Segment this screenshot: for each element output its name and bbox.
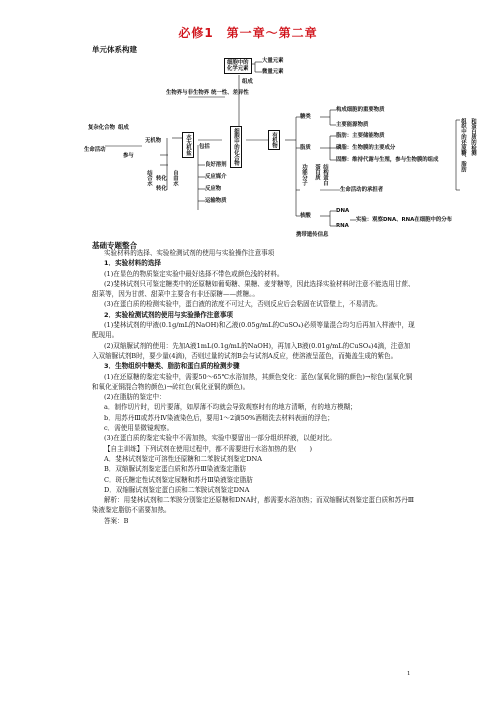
label-unity-diversity: 生物界与非生物界 统一性、差异性 bbox=[166, 90, 249, 96]
paragraph: (3)在蛋白质的鉴定实验中不需加热，实验中要留出一部分组织样液，以便对比。 bbox=[104, 434, 336, 443]
paragraph: (1)在还原糖的鉴定实验中，需要50～65℃水浴加热，其颜色变化：蓝色(氢氧化铜的颜色)→棕色(氢氧化铜和氧化亚铜混合物的颜色)→砖红色(氧化亚铜的颜色)。 bbox=[92, 372, 413, 391]
option-b: B．双缩脲试剂鉴定蛋白质和苏丹Ⅲ染液鉴定脂肪 bbox=[104, 465, 247, 474]
node-chem-elements-group bbox=[224, 58, 252, 74]
paragraph: 2．实验检测试剂的使用与实验操作注意事项 bbox=[104, 310, 233, 319]
paragraph: (2)双缩脲试剂的使用：先加A液1mL(0.1g/mL的NaOH)，再加入B液(0.01g/mL的CuSO₄)4滴，注意加入双缩脲试剂B时，要少量(4滴)，否则过量的试剂B会与试剂A反应，使溶液呈蓝色，而掩盖生成的紫色。 bbox=[92, 341, 411, 360]
body-text bbox=[92, 248, 416, 526]
label-reaction-medium: 反应媒介 bbox=[205, 174, 227, 180]
label-sugar-role: 构成细胞的重要物质 bbox=[336, 107, 385, 113]
label-life-bearer: 生命活动的承担者 bbox=[340, 187, 384, 193]
label-convert-1: 转化 bbox=[156, 176, 167, 182]
paragraph: 实验材料的选择、实验检测试剂的使用与实验操作注意事项 bbox=[104, 249, 275, 257]
label-right-group-2: 和蛋白质的检测 bbox=[470, 118, 476, 156]
paragraph: (2)在脂肪的鉴定中： bbox=[104, 393, 166, 402]
paragraph: c．需使用显微镜观察。 bbox=[104, 424, 174, 433]
label-inclusion: 包括 bbox=[199, 144, 210, 150]
section-heading-basic: 基础专题整合 bbox=[92, 241, 137, 250]
label-complex-compound: 复杂化合物 bbox=[88, 125, 115, 131]
label-convert-2: 转化 bbox=[156, 186, 167, 192]
option-d: D．双缩脲试剂鉴定蛋白质和二苯胺试剂鉴定DNA bbox=[104, 485, 250, 494]
label-inorganic-salt: 无机盐 bbox=[185, 139, 191, 156]
explanation: 解析：用斐林试剂和二苯胺分别鉴定还原糖和DNA时，都需要水浴加热；而双缩脲试剂鉴定蛋白质和苏丹Ⅲ染液鉴定脂肪不需要加热。 bbox=[92, 496, 415, 515]
section-heading-network: 单元体系构建 bbox=[92, 45, 137, 54]
label-experiment: 实验：观察DNA、RNA在细胞中的分布 bbox=[356, 217, 453, 223]
paragraph: (1)在显色的物质鉴定实验中最好选择不带色或颜色浅的材料。 bbox=[104, 269, 284, 278]
paragraph: b．用苏丹Ⅲ或苏丹Ⅳ染液染色后，要用1～2滴50%酒精洗去材料表面的浮色； bbox=[104, 413, 334, 422]
label-free-water: 自由水 bbox=[172, 170, 178, 187]
label-bound-water: 结合水 bbox=[146, 170, 152, 187]
label-rna: RNA bbox=[336, 223, 349, 229]
label-trace-elements: 微量元素 bbox=[262, 69, 284, 75]
label-in-living: 细胞中的 bbox=[227, 60, 249, 66]
label-functional-molecule: 功能分子 bbox=[301, 164, 307, 186]
label-dna: DNA bbox=[336, 208, 350, 214]
label-heredity: 携带遗传信息 bbox=[296, 232, 329, 238]
label-sterol: 固醇：维持代谢与生殖，参与生物膜的组成 bbox=[336, 157, 439, 163]
node-nucleic: 核酸 bbox=[300, 213, 311, 219]
paragraph: 【自主训练】下列试剂在使用过程中，都不需要进行水浴加热的是( ) bbox=[104, 444, 313, 453]
option-a: A．斐林试剂鉴定可溶性还原糖和二苯胺试剂鉴定DNA bbox=[104, 454, 262, 463]
label-compose: 组成 bbox=[118, 125, 129, 131]
label-chem-elements: 化学元素 bbox=[227, 66, 249, 72]
label-life-activity: 生命活动 bbox=[84, 147, 106, 153]
node-lipids: 脂质 bbox=[300, 145, 311, 151]
paragraph: (3)在蛋白质的检测实验中，蛋白液的浓度不可过大，否则反应后会粘固在试管壁上，不易清洗。 bbox=[104, 300, 382, 309]
node-protein: 蛋白质 bbox=[314, 164, 320, 181]
page-number: 1 bbox=[407, 671, 411, 677]
label-composition: 组成 bbox=[242, 79, 253, 85]
paragraph: 1．实验材料的选择 bbox=[104, 259, 161, 268]
paragraph: a．制作切片时，切片要薄，如厚薄不均就会导致观察时有的地方清晰，有的地方模糊； bbox=[104, 403, 357, 412]
node-sugars: 糖类 bbox=[300, 114, 311, 120]
label-structure-protein: 结构蛋白 bbox=[322, 164, 328, 186]
node-cell-compounds: 细胞中的化合物 bbox=[230, 126, 242, 168]
node-inorganic: 无机物 bbox=[145, 138, 162, 144]
paragraph: (2)斐林试剂只可鉴定糖类中的还原糖如葡萄糖、果糖、麦芽糖等，因此选择实验材料时注意不能选用甘蔗、甜菜等，因为甘蔗、甜菜中主要含有非还原糖——蔗糖。。 bbox=[92, 279, 415, 299]
answer: 答案：B bbox=[104, 516, 129, 525]
label-major-elements: 大量元素 bbox=[262, 58, 284, 64]
node-water-salt bbox=[182, 132, 194, 158]
label-participate: 参与 bbox=[123, 153, 134, 159]
label-fat: 脂肪：主要储能物质 bbox=[336, 133, 385, 139]
node-organic: 有机物 bbox=[268, 130, 280, 150]
page-title: 必修1 第一章～第二章 bbox=[178, 26, 318, 40]
label-transport: 运输物质 bbox=[205, 198, 227, 204]
paragraph: (1)斐林试剂的甲液(0.1g/mL的NaOH)和乙液(0.05g/mL的CuSO₄)必须等量混合均匀后再加入样液中，现配现用。 bbox=[92, 321, 415, 340]
label-solvent: 良好溶剂 bbox=[205, 162, 227, 168]
option-c: C．斑氏糖定性试剂鉴定尿糖和苏丹Ⅲ染液鉴定脂肪 bbox=[104, 475, 253, 484]
label-reactant: 反应物 bbox=[205, 186, 222, 192]
label-phospholipid: 磷脂：生物膜的主要成分 bbox=[336, 145, 396, 151]
label-main-energy: 主要能源物质 bbox=[336, 122, 369, 128]
paragraph: 3．生物组织中糖类、脂肪和蛋白质的检测步骤 bbox=[104, 362, 240, 371]
label-right-group: 组织中的还原糖、脂肪 bbox=[460, 118, 466, 172]
label-water: 水 bbox=[185, 134, 191, 140]
